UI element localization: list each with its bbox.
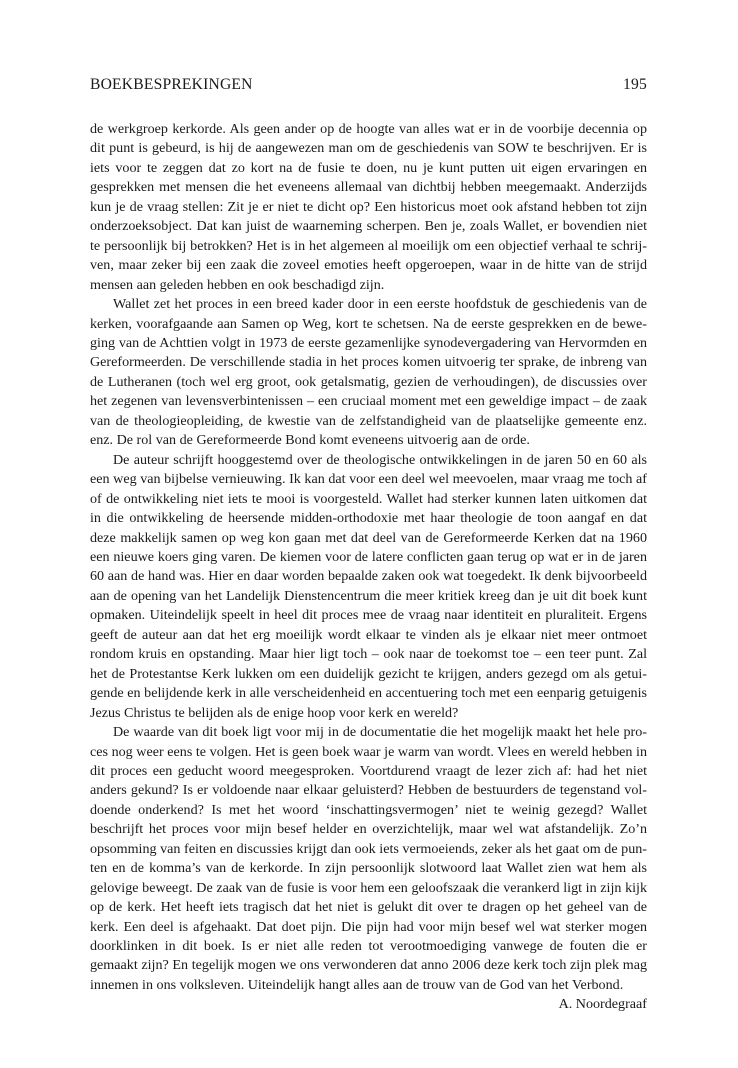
review-body [90, 120, 647, 995]
paragraph-4: De waarde van dit boek ligt voor mij in de documentatie die het mogelijk maakt het hele proces nog weer eens te volgen. Het is geen boek waar je warm van wordt. Vlees en wereld hebben in dit proces een geducht woord meegesproken. Voortdurend vraagt de lezer zich af: had het niet anders gekund? Is er voldoende naar elkaar geluisterd? Hebben de bestuurders de tegenstand voldoende onderkend? Is met het woord ‘inschattingsvermogen’ niet te weinig gezegd? Wallet beschrijft het proces voor mijn besef helder en overzichtelijk, maar wel wat afstandelijk. Zo’n opsomming van feiten en discussies krijgt dan ook iets vermoeiends, zeker als het gaat om de punten en de komma’s van de kerkorde. In zijn persoonlijk slotwoord laat Wallet zien wat hem als gelovige beweegt. De zaak van de fusie is voor hem een geloofszaak die verankerd ligt in zijn kijk op de kerk. Het heeft iets tragisch dat het niet is gelukt dit over te dragen op het geheel van de kerk. Een deel is afgehaakt. Dat doet pijn. Die pijn had voor mijn besef wel wat sterker mogen doorklinken in dit boek. Is er niet alle reden tot verootmoediging vanwege de fouten die er gemaakt zijn? En tegelijk mogen we ons verwonderen dat anno 2006 deze kerk toch zijn plek mag innemen in ons volksleven. Uiteindelijk hangt alles aan de trouw van de God van het Verbond. [90, 724, 647, 993]
paragraph-2: Wallet zet het proces in een breed kader door in een eerste hoofdstuk de geschiedenis van de kerken, voorafgaande aan Samen op Weg, kort te schetsen. Na de eerste gesprekken en de beweging van de Achttien volgt in 1973 de eerste gezamenlijke synodevergadering van Hervormden en Gereformeerden. De verschillende stadia in het proces komen uitvoerig ter sprake, de inbreng van de Lutheranen (toch wel erg groot, ook getalsmatig, gezien de verhoudingen), de discussies over het zegenen van levensverbintenissen – een cruciaal moment met een geweldige impact – de zaak van de theologieopleiding, de kwestie van de zelfstandigheid van de plaatselijke gemeente enz. enz. De rol van de Gereformeerde Bond komt eveneens uitvoerig aan de orde. [90, 296, 647, 449]
page [90, 76, 647, 1015]
section-title: BOEKBESPREKINGEN [90, 76, 253, 93]
running-head [90, 76, 647, 98]
paragraph-3: De auteur schrijft hooggestemd over de theologische ontwikkelingen in de jaren 50 en 60 als een weg van bijbelse vernieuwing. Ik kan dat voor een deel wel meevoelen, maar vraag me toch af of de ontwikkeling niet iets te mooi is voorgesteld. Wallet had sterker kunnen laten uitkomen dat in die ontwikkeling de heersende midden-orthodoxie met haar theologie de toon aangaf en dat deze makkelijk samen op weg kon gaan met dat deel van de Gereformeerde Kerken dat na 1960 een nieuwe koers ging varen. De kiemen voor de latere conflicten gaan terug op wat er in de jaren 60 aan de hand was. Hier en daar worden bepaalde zaken ook wat toegedekt. Ik denk bijvoorbeeld aan de opening van het Landelijk Dienstencentrum die meer kritiek kreeg dan je uit dit boek kunt opmaken. Uiteindelijk speelt in heel dit proces mee de vraag naar identiteit en pluraliteit. Ergens geeft de auteur aan dat het erg moeilijk wordt elkaar te vinden als je elkaar niet meer ontmoet rondom kruis en opstanding. Maar hier ligt toch – ook naar de toekomst toe – een teer punt. Zal het de Protestantse Kerk lukken om een duidelijk gezicht te krijgen, anders gezegd om als getuigende en belijdende kerk in alle verscheidenheid en accentuering toch met een eenparig getuigenis Jezus Christus te belijden als de enige hoop voor kerk en wereld? [90, 451, 647, 721]
paragraph-1: de werkgroep kerkorde. Als geen ander op de hoogte van alles wat er in de voorbije decennia op dit punt is gebeurd, is hij de aangewezen man om de geschiedenis van SOW te beschrijven. Er is iets voor te zeggen dat zo kort na de fusie te doen, nu je kunt putten uit eigen ervaringen en gesprekken met mensen die het eveneens allemaal van dichtbij hebben meegemaakt. Anderzijds kun je de vraag stellen: Zit je er niet te dicht op? Een historicus moet ook afstand hebben tot zijn onderzoeksobject. Dat kan juist de waarneming scherpen. Ben je, zoals Wallet, er bovendien niet te persoonlijk bij betrokken? Het is in het algemeen al moeilijk om een objectief verhaal te schrijven, maar zeker bij een zaak die zoveel emoties heeft opgeroepen, waar in de hitte van de strijd mensen aan geleden hebben en ook beschadigd zijn. [90, 121, 647, 293]
author-signature: A. Noordegraaf [558, 996, 647, 1013]
page-number: 195 [623, 76, 647, 93]
